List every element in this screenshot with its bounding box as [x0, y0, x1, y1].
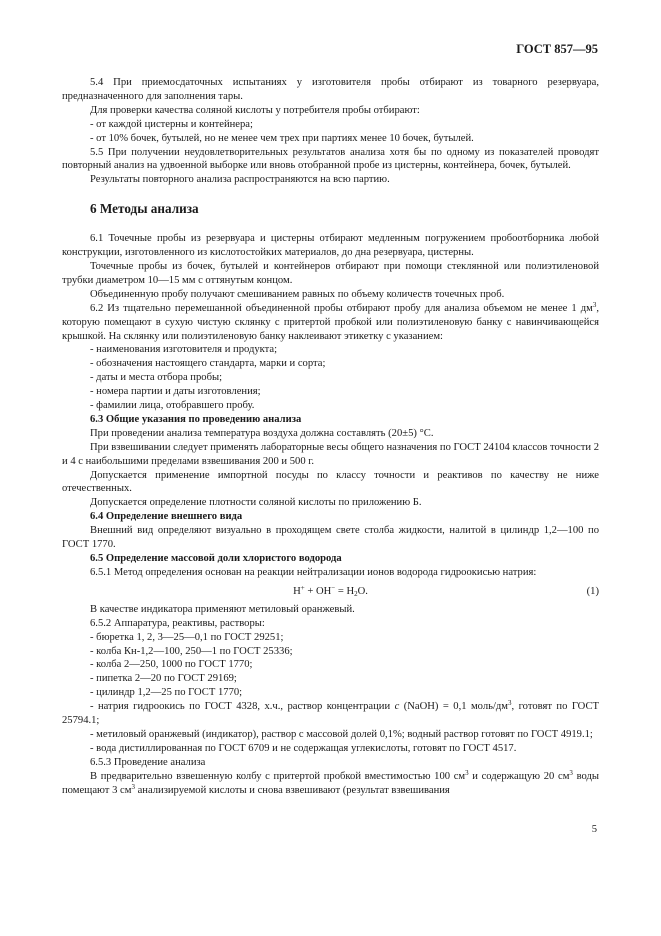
subsection-heading-6-3: 6.3 Общие указания по проведению анализа [90, 413, 302, 425]
para-5-5: 5.5 При получении неудовлетворительных результатов анализа хотя бы по одному из показателей проводят повторный анализ на удвоенной выборке или вновь отобранной пробе из цистерны, контейнера, бочек, бутылей. [62, 146, 599, 172]
para-6-1: 6.1 Точечные пробы из резервуара и цистерны отбирают медленным погружением пробоотборника любой конструкции, изготовленного из кислотостойких материалов, до дна резервуара, цистерны. [62, 233, 599, 259]
para-6-2: 6.2 Из тщательно перемешанной объединенной пробы отбирают пробу для анализа объемом не менее 1 $дм^3$, которую помещают в сухую чистую склянку с притертой пробкой или полиэтиленовую банку с навинчивающейся крышкой. На склянку или полиэтиленовую банку наклеивают этикетку с указанием: [62, 300, 599, 342]
para-6-3-b: При взвешивании следует применять лабораторные весы общего назначения по ГОСТ 24104 классов точности 2 и 4 с наибольшими пределами взвешивания 200 и 500 г. [62, 441, 599, 467]
list-item: - цилиндр 1,2—25 по ГОСТ 1770; [90, 687, 243, 699]
list-item: - наименования изготовителя и продукта; [90, 344, 278, 356]
para-6-3-d: Допускается определение плотности соляной кислоты по приложению Б. [90, 497, 422, 509]
para-6-4: Внешний вид определяют визуально в проходящем свете столба жидкости, налитой в цилиндр 1,2—100 по ГОСТ 1770. [62, 525, 599, 551]
formula-number: (1) [586, 585, 599, 597]
para-results: Результаты повторного анализа распространяются на всю партию. [90, 174, 390, 186]
document-header: ГОСТ 857—95 [516, 42, 598, 56]
para-6-3-a: При проведении анализа температура воздуха должна составлять (20±5) °С. [90, 427, 434, 439]
reaction-formula [62, 582, 599, 602]
list-item: - даты и места отбора пробы; [90, 372, 223, 384]
section-title: 6 Методы анализа [90, 201, 199, 217]
list-item: - от 10% бочек, бутылей, но не менее чем трех при партиях менее 10 бочек, бутылей. [90, 132, 474, 144]
list-item: - обозначения настоящего стандарта, марки и сорта; [90, 358, 326, 370]
para-procedure: В предварительно взвешенную колбу с притертой пробкой вместимостью 100 $см^3$ и содержащую 20 $см^3$ воды помещают 3 $см^3$ анализируемой кислоты и снова взвешивают (результат взвешивания [62, 768, 599, 796]
list-item-naoh: - натрия гидроокись по ГОСТ 4328, х.ч., раствор концентрации c (NaOH) = 0,1 моль/$дм^3$, готовят по ГОСТ 25794.1; [62, 699, 599, 727]
para-consumer-sampling: Для проверки качества соляной кислоты у потребителя пробы отбирают: [90, 104, 420, 116]
list-item: - колба 2—250, 1000 по ГОСТ 1770; [90, 659, 253, 671]
para-6-1-b: Точечные пробы из бочек, бутылей и контейнеров отбирают при помощи стеклянной или полиэтиленовой трубки диаметром 10—15 мм с оттянутым концом. [62, 260, 599, 286]
page-number: 5 [591, 824, 597, 835]
list-item: - метиловый оранжевый (индикатор), раствор с массовой долей 0,1%; водный раствор готовят по ГОСТ 4919.1; [90, 728, 593, 740]
list-item: - пипетка 2—20 по ГОСТ 29169; [90, 673, 237, 685]
list-item: - фамилии лица, отобравшего пробу. [90, 400, 255, 412]
formula-expression: $H^+ + OH^- = H_2O$. [293, 583, 368, 598]
list-item: - от каждой цистерны и контейнера; [90, 118, 253, 130]
list-item: - колба Кн-1,2—100, 250—1 по ГОСТ 25336; [90, 645, 293, 657]
document-body [62, 76, 599, 798]
list-item: - номера партии и даты изготовления; [90, 386, 261, 398]
list-item: - бюретка 1, 2, 3—25—0,1 по ГОСТ 29251; [90, 631, 284, 643]
list-item: - вода дистиллированная по ГОСТ 6709 и не содержащая углекислоты, готовят по ГОСТ 4517. [90, 742, 517, 754]
subsection-heading-6-4: 6.4 Определение внешнего вида [90, 511, 243, 523]
para-6-1-c: Объединенную пробу получают смешиванием равных по объему количеств точечных проб. [90, 288, 505, 300]
para-6-3-c: Допускается применение импортной посуды по классу точности и реактивов по качеству не ниже отечественных. [62, 469, 599, 495]
para-6-5-2: 6.5.2 Аппаратура, реактивы, растворы: [90, 617, 265, 629]
para-5-4: 5.4 При приемосдаточных испытаниях у изготовителя пробы отбирают из товарного резервуара, предназначенного для заполнения тары. [62, 77, 599, 102]
para-indicator: В качестве индикатора применяют метиловый оранжевый. [90, 603, 355, 615]
para-6-5-1: 6.5.1 Метод определения основан на реакции нейтрализации ионов водорода гидроокисью натрия: [90, 566, 537, 578]
para-6-5-3: 6.5.3 Проведение анализа [90, 756, 206, 768]
subsection-heading-6-5: 6.5 Определение массовой доли хлористого водорода [90, 553, 342, 564]
